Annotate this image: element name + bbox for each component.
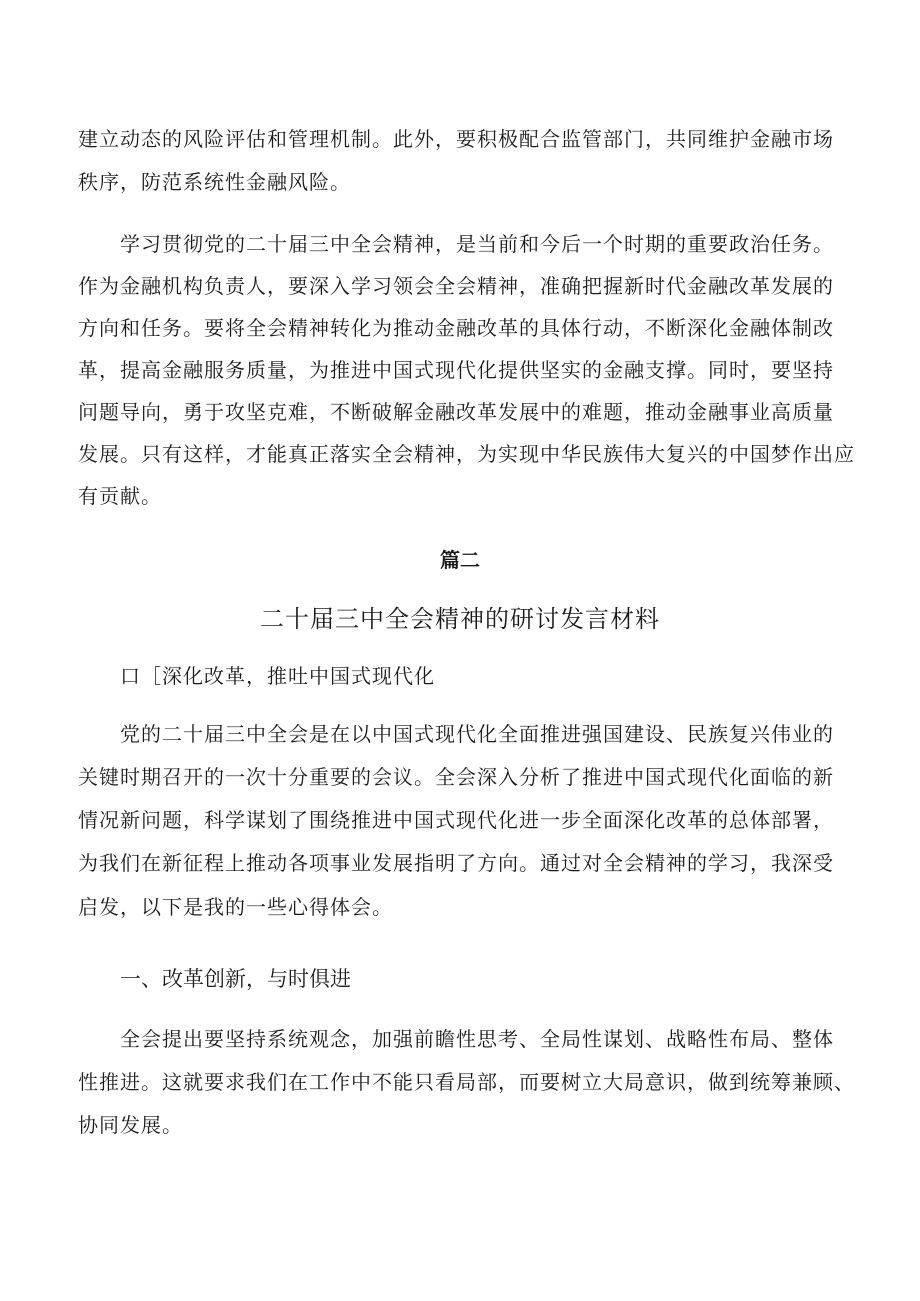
- section-label: 篇二: [440, 548, 480, 572]
- paragraph-line: 方向和任务。要将全会精神转化为推动金融改革的具体行动，不断深化金融体制改: [78, 316, 834, 340]
- paragraph-line: 有贡献。: [78, 484, 162, 508]
- paragraph-line: 建立动态的风险评估和管理机制。此外，要积极配合监管部门，共同维护金融市场: [78, 127, 834, 151]
- paragraph-line: 情况新问题，科学谋划了围绕推进中国式现代化进一步全面深化改革的总体部署，: [78, 808, 834, 832]
- paragraph-line: 学习贯彻党的二十届三中全会精神，是当前和今后一个时期的重要政治任务。: [120, 232, 834, 256]
- paragraph-line: 启发，以下是我的一些心得体会。: [78, 895, 393, 919]
- paragraph-line: 作为金融机构负责人，要深入学习领会全会精神，准确把握新时代金融改革发展的: [78, 274, 834, 298]
- paragraph-line: 为我们在新征程上推动各项事业发展指明了方向。通过对全会精神的学习，我深受: [78, 851, 834, 875]
- paragraph-line: 革，提高金融服务质量，为推进中国式现代化提供坚实的金融支撑。同时，要坚持: [78, 358, 834, 382]
- section-heading: 一、改革创新，与时俱进: [120, 967, 351, 991]
- paragraph-line: 性推进。这就要求我们在工作中不能只看局部，而要树立大局意识，做到统筹兼顾、: [78, 1070, 855, 1094]
- paragraph-line: 全会提出要坚持系统观念，加强前瞻性思考、全局性谋划、战略性布局、整体: [120, 1027, 834, 1051]
- document-title: 二十届三中全会精神的研讨发言材料: [260, 605, 660, 633]
- paragraph-line: 秩序，防范系统性金融风险。: [78, 170, 351, 194]
- paragraph-line: 发展。只有这样，才能真正落实全会精神，为实现中华民族伟大复兴的中国梦作出应: [78, 442, 855, 466]
- paragraph-line: 党的二十届三中全会是在以中国式现代化全面推进强国建设、民族复兴伟业的: [120, 722, 834, 746]
- paragraph-line: 问题导向，勇于攻坚克难，不断破解金融改革发展中的难题，推动金融事业高质量: [78, 400, 834, 424]
- document-subtitle: 口［深化改革，推吐中国式现代化: [120, 664, 435, 688]
- paragraph-line: 关键时期召开的一次十分重要的会议。全会深入分析了推进中国式现代化面临的新: [78, 765, 834, 789]
- paragraph-line: 协同发展。: [78, 1113, 183, 1137]
